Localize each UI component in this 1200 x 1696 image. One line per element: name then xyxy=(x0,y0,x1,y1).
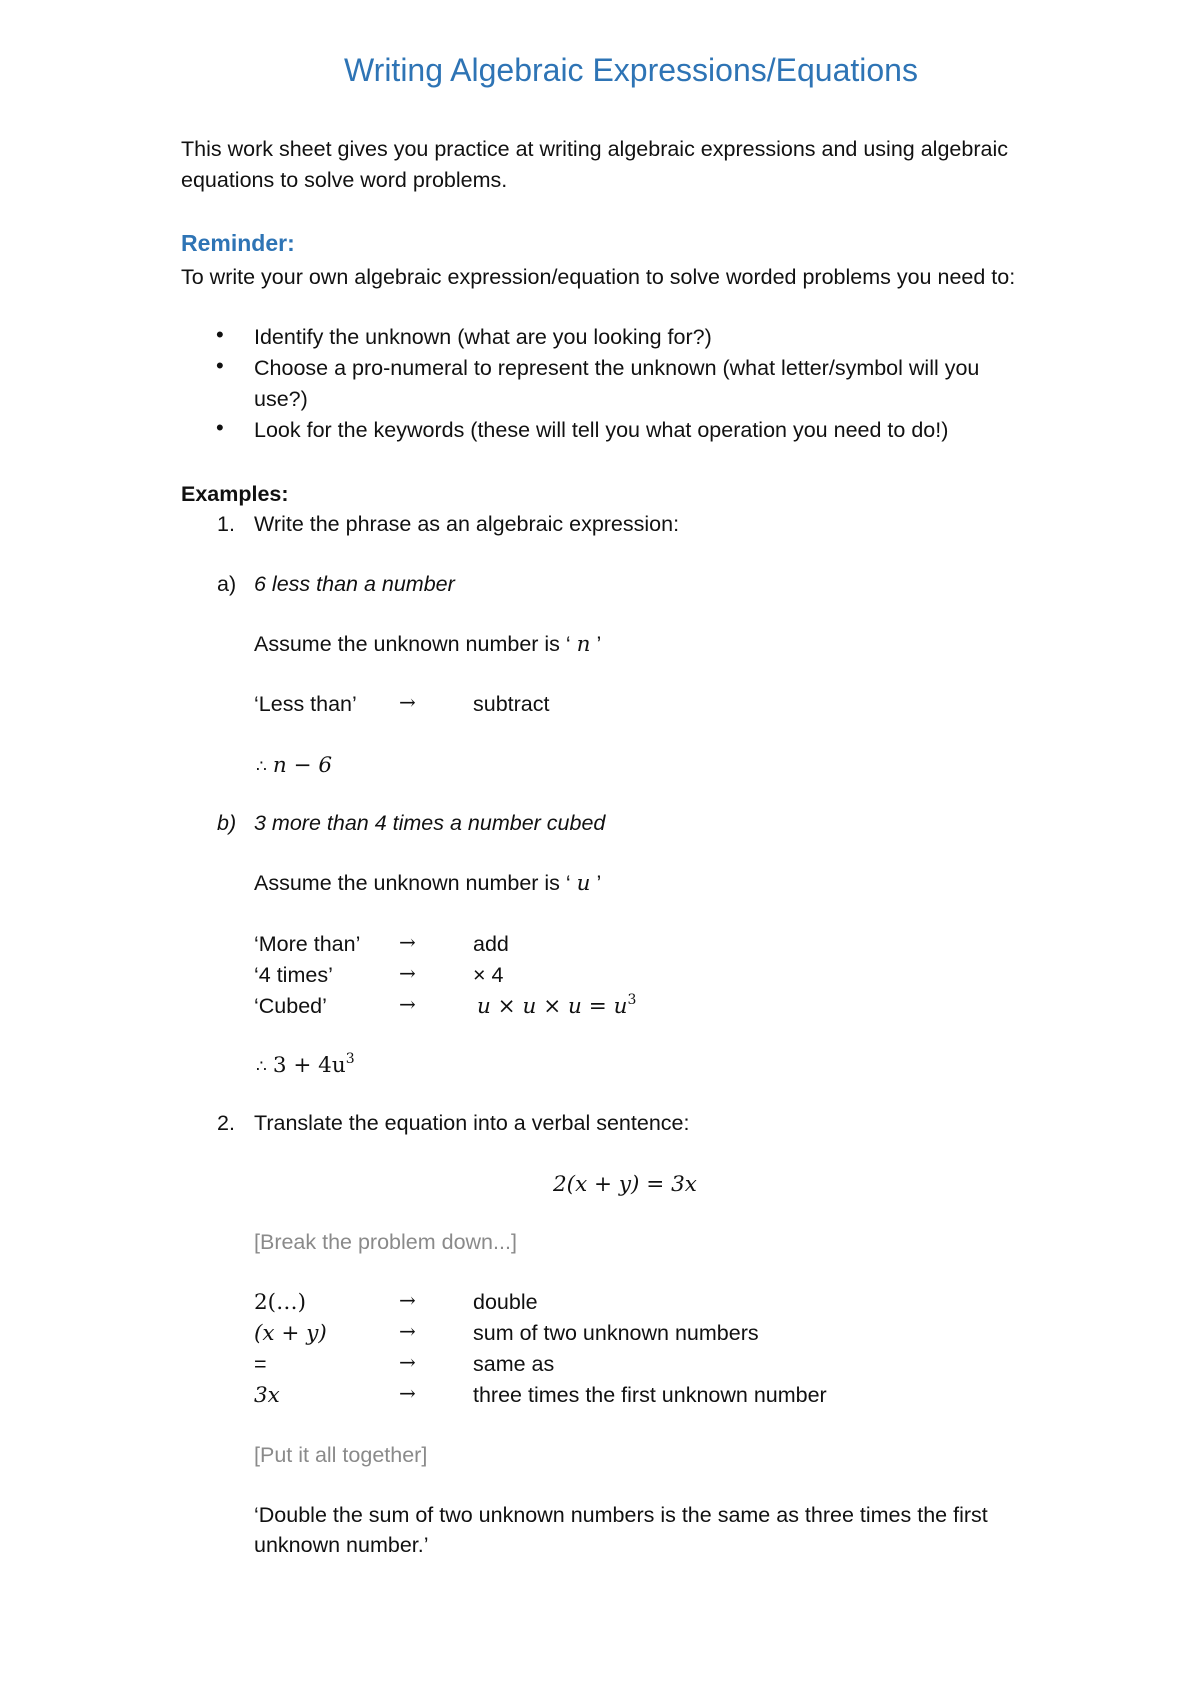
q1-number: 1. xyxy=(217,512,235,536)
reminder-bullet-3: Look for the keywords (these will tell you what operation you need to do!) xyxy=(254,418,949,442)
variable-n: n xyxy=(576,632,591,657)
q1-text: Write the phrase as an algebraic expression: xyxy=(254,512,680,536)
q2-row-value: same as xyxy=(473,1352,555,1376)
page-title: Writing Algebraic Expressions/Equations xyxy=(344,52,918,88)
arrow-icon: → xyxy=(399,992,416,1016)
reminder-bullet-1: Identify the unknown (what are you looking for?) xyxy=(254,325,712,349)
q2-text: Translate the equation into a verbal sentence: xyxy=(254,1111,690,1135)
therefore-icon: ∴ xyxy=(256,757,267,777)
q1a-row-key: ‘Less than’ xyxy=(254,692,357,716)
intro-line-2: equations to solve word problems. xyxy=(181,168,508,192)
assume-text: Assume the unknown number is ‘ xyxy=(254,871,571,895)
bullet-icon: • xyxy=(216,353,224,378)
bullet-icon: • xyxy=(216,322,224,347)
q2-number: 2. xyxy=(217,1111,235,1135)
reminder-heading: Reminder: xyxy=(181,230,295,256)
q1b-result xyxy=(256,1050,355,1083)
q1b-label: b) xyxy=(217,811,237,835)
arrow-icon: → xyxy=(399,1381,416,1405)
answer-line-1: ‘Double the sum of two unknown numbers is the same as three times the first xyxy=(254,1503,988,1527)
cubed-expression: u × u × u = u xyxy=(477,994,628,1019)
exponent: 3 xyxy=(345,1051,355,1067)
q2-row-key: 2(…) xyxy=(254,1290,306,1315)
arrow-icon: → xyxy=(399,1319,416,1343)
assume-close: ’ xyxy=(596,632,602,656)
therefore-icon: ∴ xyxy=(256,1057,267,1077)
arrow-icon: → xyxy=(399,961,416,985)
reminder-bullet-2-cont: use?) xyxy=(254,387,308,411)
result-expression: n − 6 xyxy=(272,753,333,778)
arrow-icon: → xyxy=(399,690,416,714)
q1b-row-key: ‘More than’ xyxy=(254,932,361,956)
arrow-icon: → xyxy=(399,930,416,954)
assume-text: Assume the unknown number is ‘ xyxy=(254,632,571,656)
reminder-bullet-2: Choose a pro-numeral to represent the unknown (what letter/symbol will you xyxy=(254,356,980,380)
put-together-note: [Put it all together] xyxy=(254,1443,428,1467)
answer-line-2: unknown number.’ xyxy=(254,1533,429,1557)
q2-row-key: (x + y) xyxy=(254,1321,327,1346)
q1b-row-value: add xyxy=(473,932,509,956)
intro-line-1: This work sheet gives you practice at writing algebraic expressions and using algebraic xyxy=(181,137,1008,161)
break-down-note: [Break the problem down...] xyxy=(254,1230,517,1254)
q2-row-key: 3x xyxy=(254,1383,280,1408)
q1a-row-value: subtract xyxy=(473,692,550,716)
q1b-row-key: ‘4 times’ xyxy=(254,963,333,987)
q2-row-key: = xyxy=(254,1352,267,1376)
reminder-text: To write your own algebraic expression/equation to solve worded problems you need to: xyxy=(181,265,1016,289)
q2-row-value: double xyxy=(473,1290,538,1314)
variable-u: u xyxy=(576,871,591,896)
arrow-icon: → xyxy=(399,1350,416,1374)
q2-equation: 2(x + y) = 3x xyxy=(553,1172,697,1197)
examples-heading: Examples: xyxy=(181,482,289,506)
bullet-icon: • xyxy=(216,415,224,440)
q1a-phrase: 6 less than a number xyxy=(254,572,455,596)
arrow-icon: → xyxy=(399,1288,416,1312)
assume-close: ’ xyxy=(596,871,602,895)
q2-row-value: sum of two unknown numbers xyxy=(473,1321,759,1345)
q1a-result xyxy=(256,750,332,783)
result-expression: 3 + 4u xyxy=(272,1053,346,1078)
q1b-row-key: ‘Cubed’ xyxy=(254,994,327,1018)
q1a-label: a) xyxy=(217,572,237,596)
q1b-row-value: × 4 xyxy=(473,963,504,987)
q1b-phrase: 3 more than 4 times a number cubed xyxy=(254,811,606,835)
q1b-row-value xyxy=(477,991,636,1022)
q2-row-value: three times the first unknown number xyxy=(473,1383,827,1407)
exponent: 3 xyxy=(627,992,637,1008)
q1a-assumption xyxy=(254,629,601,660)
q1b-assumption xyxy=(254,868,601,899)
